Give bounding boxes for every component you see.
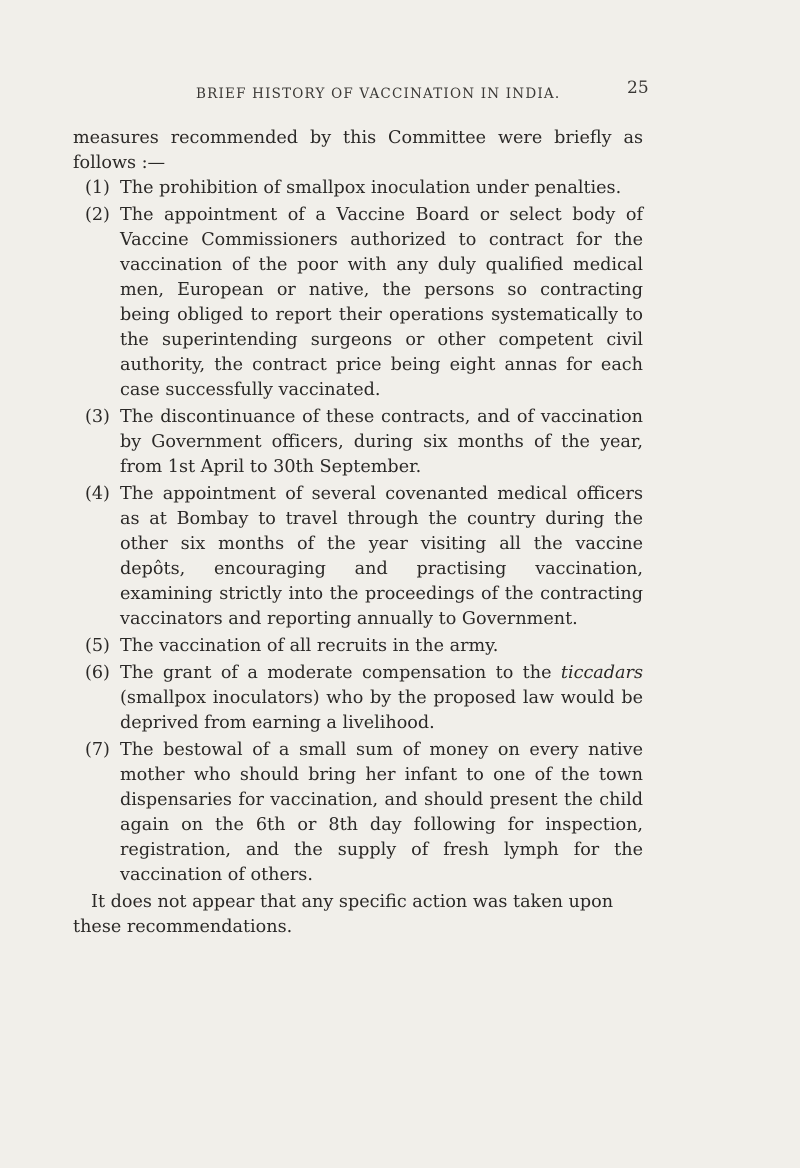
intro-paragraph: measures recommended by this Committee were briefly as follows :— [73, 128, 643, 173]
recommendation-item [73, 661, 643, 736]
item-text-start: The grant of a moderate compensation to the [120, 663, 561, 683]
item-text: The vaccination of all recruits in the army. [120, 636, 499, 656]
item-number: (4) [85, 484, 110, 504]
item-text: The bestowal of a small sum of money on every native mother who should bring her infant to one of the town dispensaries for vaccination, and should present the child again on the 6th or 8th day following for inspection, registration, and the supply of fresh lymph for the vaccination of others. [120, 740, 643, 885]
conclusion-paragraph: It does not appear that any specific action was taken upon these recommendations. [73, 892, 614, 937]
recommendation-item [73, 738, 643, 888]
italic-term: ticcadars [560, 663, 643, 683]
recommendation-item [73, 176, 643, 201]
item-number: (2) [85, 205, 110, 225]
page-number: 25 [627, 78, 649, 98]
recommendation-item [73, 405, 643, 480]
item-number: (3) [85, 407, 110, 427]
item-number: (5) [85, 636, 110, 656]
item-text [120, 661, 643, 736]
running-title: BRIEF HISTORY OF VACCINATION IN INDIA. [196, 86, 561, 102]
body-text [73, 126, 643, 940]
item-text-end: (smallpox inoculators) who by the proposed law would be deprived from earning a livelihood. [120, 688, 643, 733]
item-text: The discontinuance of these contracts, and of vaccination by Government officers, during six months of the year, from 1st April to 30th September. [120, 407, 643, 477]
item-number: (1) [85, 178, 110, 198]
item-number: (6) [85, 663, 110, 683]
item-text: The appointment of several covenanted medical officers as at Bombay to travel through the country during the other six months of the year visiting all the vaccine depôts, encouraging and practising vaccination, examining strictly into the proceedings of the contracting vaccinators and reporting annually to Government. [120, 484, 643, 629]
item-number: (7) [85, 740, 110, 760]
item-text: The prohibition of smallpox inoculation under penalties. [120, 178, 622, 198]
recommendation-list [73, 176, 643, 888]
recommendation-item [73, 203, 643, 403]
recommendation-item [73, 482, 643, 632]
recommendation-item [73, 634, 643, 659]
item-text: The appointment of a Vaccine Board or select body of Vaccine Commissioners authorized to contract for the vaccination of the poor with any duly qualified medical men, European or native, the persons so contracting being obliged to report their operations systematically to the superintending surgeons or other competent civil authority, the contract price being eight annas for each case successfully vaccinated. [120, 205, 643, 400]
